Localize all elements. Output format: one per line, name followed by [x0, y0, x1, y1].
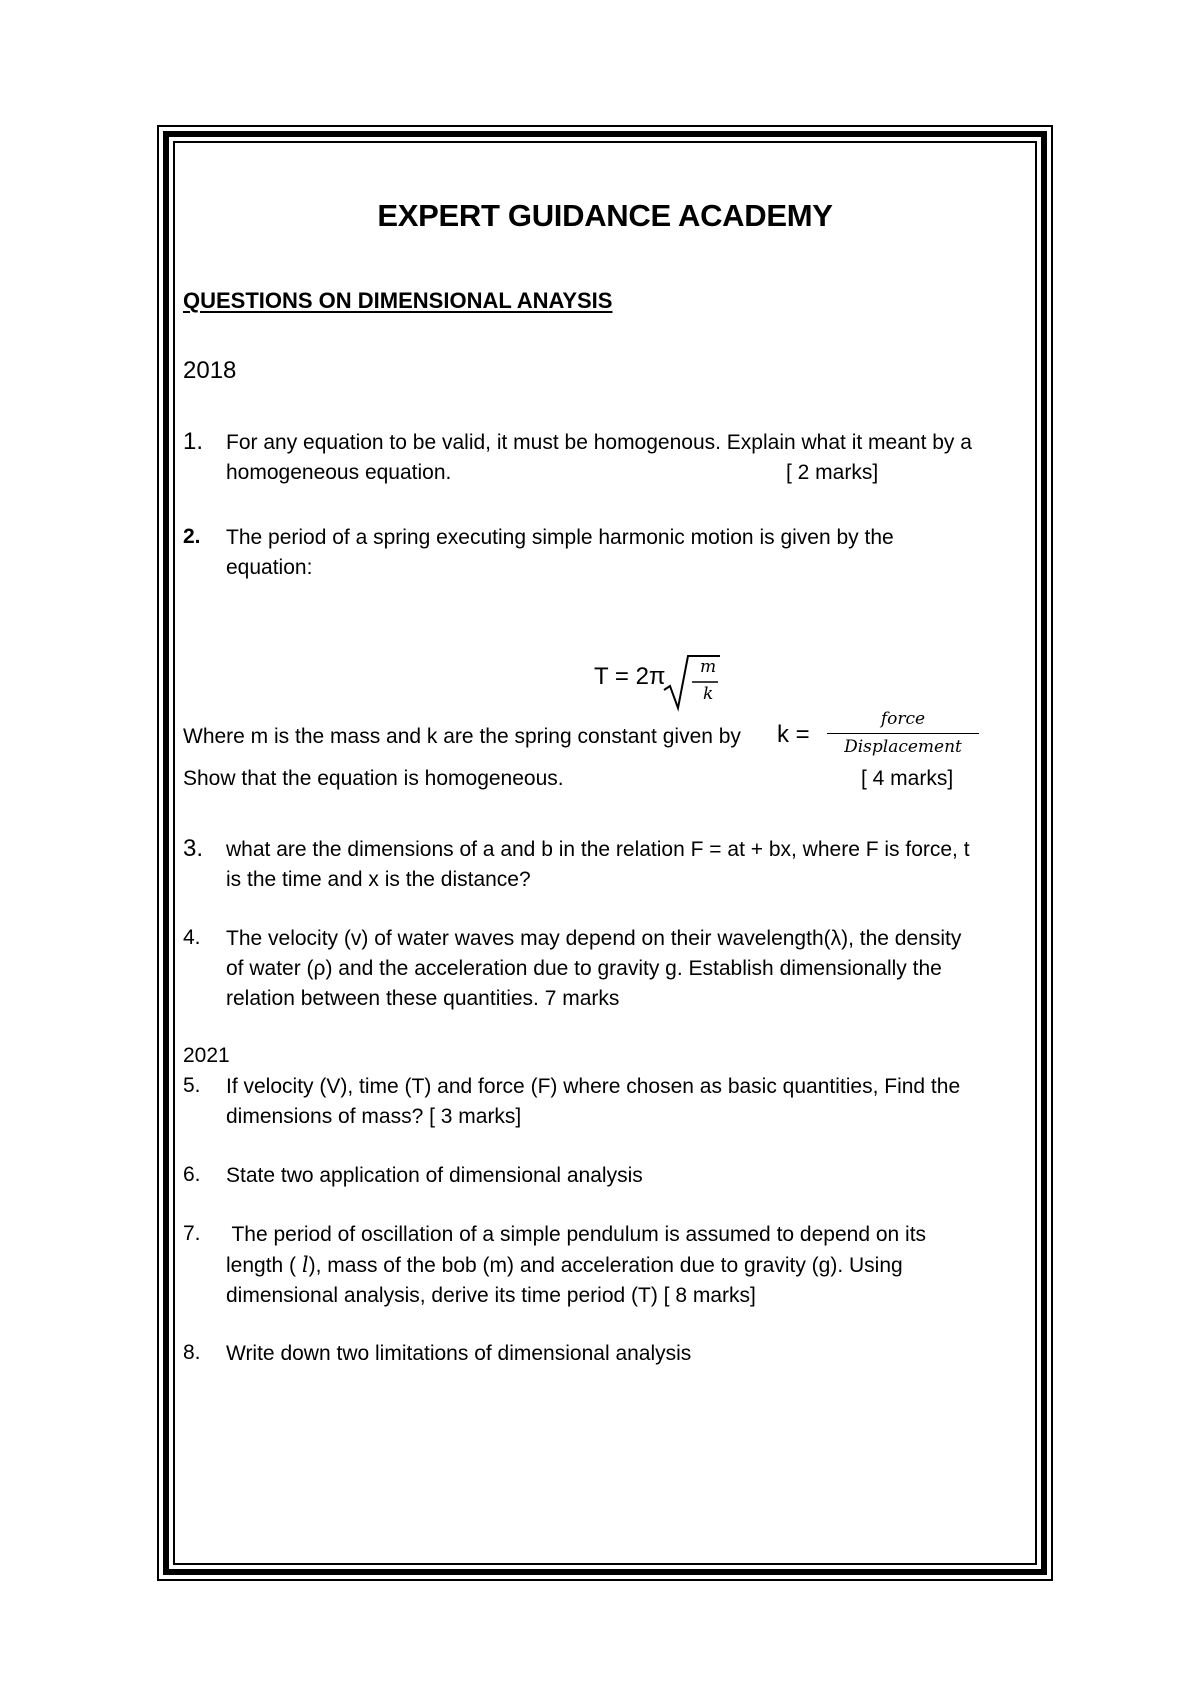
- year-2018: 2018: [183, 357, 237, 384]
- k-equals: k =: [777, 721, 810, 748]
- question-text: length ( l), mass of the bob (m) and acceleration due to gravity (g). Using: [226, 1253, 903, 1277]
- question-text: dimensional analysis, derive its time period (T) [ 8 marks]: [226, 1284, 756, 1307]
- question-number: 6.: [183, 1163, 201, 1186]
- where-text: Where m is the mass and k are the spring constant given by: [183, 725, 741, 748]
- k-fraction: [823, 708, 983, 758]
- question-number: 4.: [183, 926, 201, 949]
- document-title: EXPERT GUIDANCE ACADEMY: [377, 198, 833, 233]
- question-text: is the time and x is the distance?: [226, 868, 531, 891]
- question-marks: [ 2 marks]: [786, 461, 879, 484]
- question-7: [226, 1220, 1027, 1311]
- question-number: 8.: [183, 1341, 201, 1364]
- formula-denominator: k: [703, 684, 714, 704]
- question-text: what are the dimensions of a and b in the relation F = at + bx, where F is force, t: [226, 838, 970, 861]
- question-text: equation:: [226, 556, 313, 579]
- question-1: [226, 428, 1027, 488]
- question-text: If velocity (V), time (T) and force (F) where chosen as basic quantities, Find the: [226, 1075, 961, 1098]
- question-number: 3.: [183, 835, 204, 862]
- length-symbol: l: [301, 1253, 309, 1277]
- k-denominator: Displacement: [844, 737, 962, 757]
- show-text: Show that the equation is homogeneous.: [183, 767, 564, 790]
- question-5: [226, 1072, 1027, 1132]
- question-text: The velocity (v) of water waves may depend on their wavelength(λ), the density: [226, 927, 962, 950]
- question-number: 7.: [183, 1222, 201, 1245]
- question-number: 2.: [183, 525, 201, 548]
- period-formula: T = 2π m k: [594, 652, 894, 722]
- question-2: [226, 523, 1027, 583]
- fraction-bar: [827, 733, 979, 734]
- question-text: dimensions of mass? [ 3 marks]: [226, 1105, 522, 1128]
- question-text: State two application of dimensional analysis: [226, 1164, 643, 1187]
- question-text: The period of a spring executing simple harmonic motion is given by the: [226, 526, 894, 549]
- question-8: [226, 1339, 1027, 1369]
- question-6: [226, 1161, 1027, 1191]
- question-4: [226, 924, 1027, 1014]
- question-marks: [ 4 marks]: [861, 767, 954, 790]
- year-2021: 2021: [183, 1044, 230, 1067]
- question-number: 5.: [183, 1074, 201, 1097]
- question-text: The period of oscillation of a simple pendulum is assumed to depend on its: [226, 1223, 927, 1246]
- formula-numerator: m: [700, 657, 717, 677]
- question-text: homogeneous equation. [ 2 marks]: [226, 458, 1027, 488]
- section-heading: QUESTIONS ON DIMENSIONAL ANAYSIS: [183, 288, 613, 313]
- question-text: relation between these quantities. 7 marks: [226, 987, 620, 1010]
- question-number: 1.: [183, 428, 204, 455]
- question-text: For any equation to be valid, it must be homogenous. Explain what it meant by a: [226, 431, 972, 454]
- k-numerator: force: [880, 709, 926, 729]
- question-text: of water (ρ) and the acceleration due to gravity g. Establish dimensionally the: [226, 957, 942, 980]
- question-3: [226, 835, 1027, 895]
- question-text: Write down two limitations of dimensional analysis: [226, 1342, 692, 1365]
